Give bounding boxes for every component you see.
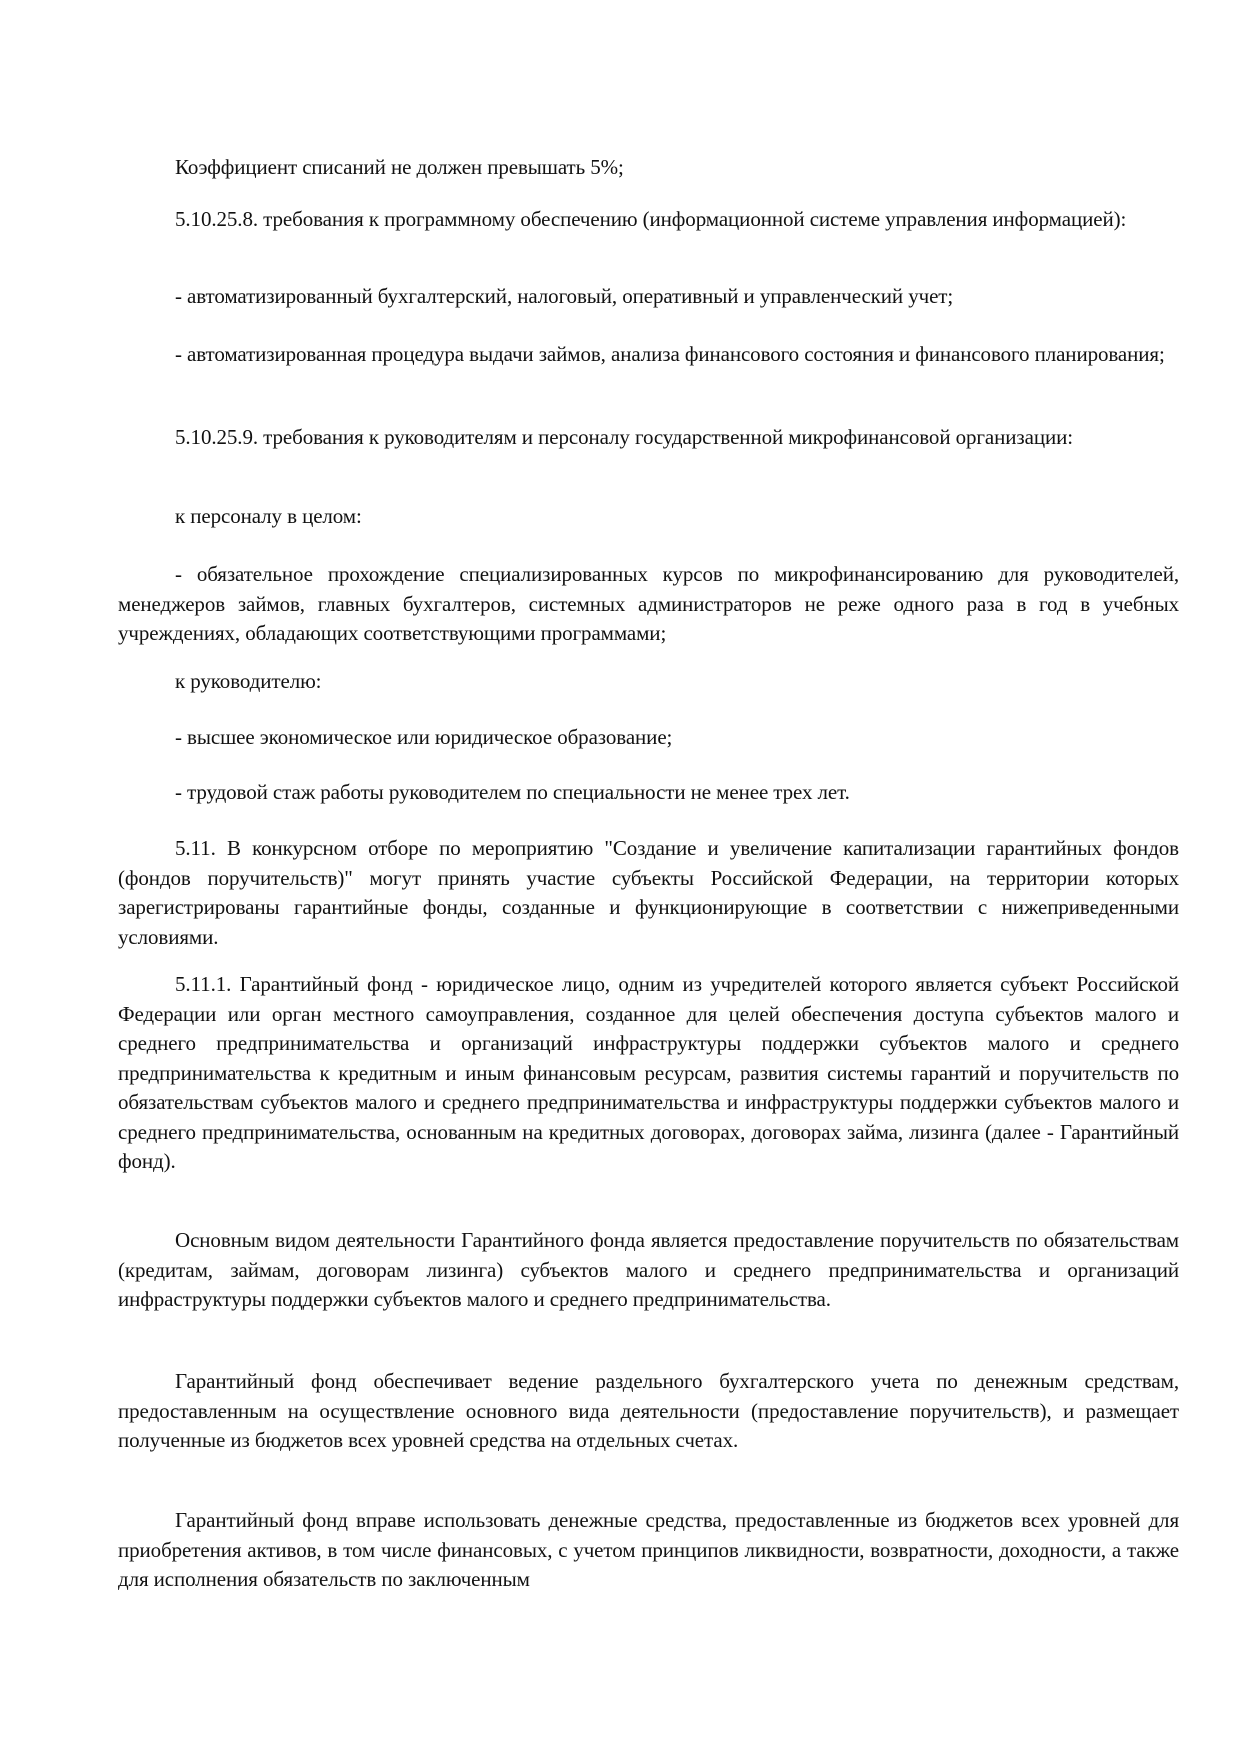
paragraph: - автоматизированный бухгалтерский, налоговый, оперативный и управленческий учет; bbox=[175, 284, 954, 308]
paragraph: Коэффициент списаний не должен превышать 5%; bbox=[175, 155, 624, 179]
paragraph: к персоналу в целом: bbox=[175, 504, 362, 528]
paragraph: Гарантийный фонд вправе использовать денежные средства, предоставленные из бюджетов всех уровней для приобретения активов, в том числе финансовых, с учетом принципов ликвидности, возвратности, доходности, а также для исполнения обязательств по заключенным bbox=[118, 1508, 1179, 1591]
paragraph: 5.10.25.9. требования к руководителям и персоналу государственной микрофинансовой организации: bbox=[175, 425, 1073, 449]
paragraph: 5.10.25.8. требования к программному обеспечению (информационной системе управления информацией): bbox=[175, 207, 1127, 231]
paragraph: Основным видом деятельности Гарантийного фонда является предоставление поручительств по обязательствам (кредитам, займам, договорам лизинга) субъектов малого и среднего предпринимательства и организаций инфраструктуры поддержки субъектов малого и среднего предпринимательства. bbox=[118, 1228, 1179, 1311]
paragraph: 5.11.1. Гарантийный фонд - юридическое лицо, одним из учредителей которого является субъект Российской Федерации или орган местного самоуправления, созданное для целей обеспечения доступа субъектов малого и среднего предпринимательства и организаций инфраструктуры поддержки субъектов малого и среднего предпринимательства к кредитным и иным финансовым ресурсам, развития системы гарантий и поручительств по обязательствам субъектов малого и среднего предпринимательства и инфраструктуры поддержки субъектов малого и среднего предпринимательства, основанным на кредитных договорах, договорах займа, лизинга (далее - Гарантийный фонд). bbox=[118, 972, 1179, 1173]
paragraph: - высшее экономическое или юридическое образование; bbox=[175, 725, 673, 749]
paragraph: 5.11. В конкурсном отборе по мероприятию "Создание и увеличение капитализации гарантийных фондов (фондов поручительств)" могут принять участие субъекты Российской Федерации, на территории которых зарегистрированы гарантийные фонды, созданные и функционирующие в соответствии с нижеприведенными условиями. bbox=[118, 836, 1179, 949]
paragraph: - обязательное прохождение специализированных курсов по микрофинансированию для руководителей, менеджеров займов, главных бухгалтеров, системных администраторов не реже одного раза в год в учебных учреждениях, обладающих соответствующими программами; bbox=[118, 562, 1179, 645]
paragraph: к руководителю: bbox=[175, 669, 322, 693]
paragraph: - трудовой стаж работы руководителем по специальности не менее трех лет. bbox=[175, 780, 850, 804]
paragraph: Гарантийный фонд обеспечивает ведение раздельного бухгалтерского учета по денежным средствам, предоставленным на осуществление основного вида деятельности (предоставление поручительств), и размещает полученные из бюджетов всех уровней средства на отдельных счетах. bbox=[118, 1369, 1179, 1452]
paragraph: - автоматизированная процедура выдачи займов, анализа финансового состояния и финансового планирования; bbox=[175, 342, 1165, 366]
